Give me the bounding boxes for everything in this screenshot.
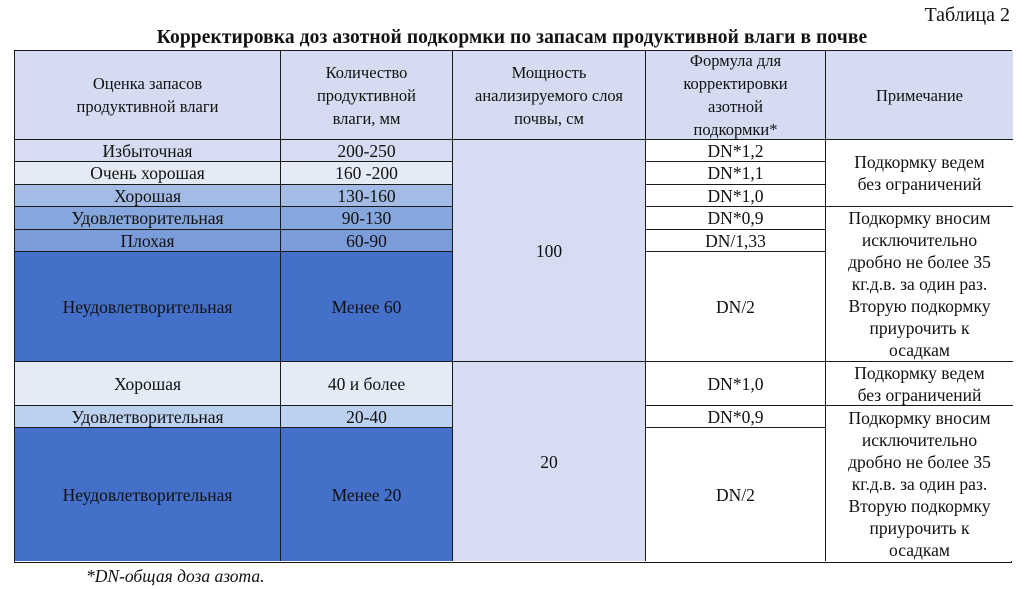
note-100-fractional: Подкормку вносим исключительно дробно не более 35 кг.д.в. за один раз. Вторую подкормку приурочить к осадкам bbox=[826, 207, 1013, 362]
nitrogen-correction-table bbox=[14, 50, 1012, 563]
row-satisfactory-amount: 90-130 bbox=[281, 207, 453, 230]
depth-100: 100 bbox=[453, 140, 646, 362]
row20-unsatisfactory-formula: DN/2 bbox=[646, 428, 826, 561]
note-20-no-limits: Подкормку ведем без ограничений bbox=[826, 362, 1013, 406]
row-satisfactory-assessment: Удовлетворительная bbox=[15, 207, 281, 230]
row20-good-amount: 40 и более bbox=[281, 362, 453, 406]
row-poor-assessment: Плохая bbox=[15, 230, 281, 252]
row-very-good-assessment: Очень хорошая bbox=[15, 162, 281, 185]
row-excess-amount: 200-250 bbox=[281, 140, 453, 162]
header-assessment: Оценка запасов продуктивной влаги bbox=[15, 51, 281, 140]
row-very-good-formula: DN*1,1 bbox=[646, 162, 826, 185]
row20-satisfactory-formula: DN*0,9 bbox=[646, 406, 826, 428]
row20-unsatisfactory-amount: Менее 20 bbox=[281, 428, 453, 561]
row-satisfactory-formula: DN*0,9 bbox=[646, 207, 826, 230]
table-label: Таблица 2 bbox=[924, 4, 1010, 26]
row-good-assessment: Хорошая bbox=[15, 185, 281, 207]
row20-satisfactory-assessment: Удовлетворительная bbox=[15, 406, 281, 428]
row-very-good-amount: 160 -200 bbox=[281, 162, 453, 185]
row-excess-assessment: Избыточная bbox=[15, 140, 281, 162]
row20-good-formula: DN*1,0 bbox=[646, 362, 826, 406]
footnote: *DN-общая доза азота. bbox=[86, 566, 265, 586]
header-note: Примечание bbox=[826, 51, 1013, 140]
row-excess-formula: DN*1,2 bbox=[646, 140, 826, 162]
row-unsatisfactory-formula: DN/2 bbox=[646, 252, 826, 362]
row20-good-assessment: Хорошая bbox=[15, 362, 281, 406]
depth-20: 20 bbox=[453, 362, 646, 561]
row-unsatisfactory-assessment: Неудовлетворительная bbox=[15, 252, 281, 362]
note-20-fractional: Подкормку вносим исключительно дробно не более 35 кг.д.в. за один раз. Вторую подкормку приурочить к осадкам bbox=[826, 406, 1013, 561]
row-poor-formula: DN/1,33 bbox=[646, 230, 826, 252]
header-depth: Мощность анализируемого слоя почвы, см bbox=[453, 51, 646, 140]
row-poor-amount: 60-90 bbox=[281, 230, 453, 252]
row-good-amount: 130-160 bbox=[281, 185, 453, 207]
page-title: Корректировка доз азотной подкормки по запасам продуктивной влаги в почве bbox=[156, 27, 868, 48]
row-good-formula: DN*1,0 bbox=[646, 185, 826, 207]
note-100-no-limits: Подкормку ведем без ограничений bbox=[826, 140, 1013, 207]
row20-unsatisfactory-assessment: Неудовлетворительная bbox=[15, 428, 281, 561]
row-unsatisfactory-amount: Менее 60 bbox=[281, 252, 453, 362]
header-formula: Формула для корректировки азотной подкормки* bbox=[646, 51, 826, 140]
header-amount: Количество продуктивной влаги, мм bbox=[281, 51, 453, 140]
row20-satisfactory-amount: 20-40 bbox=[281, 406, 453, 428]
